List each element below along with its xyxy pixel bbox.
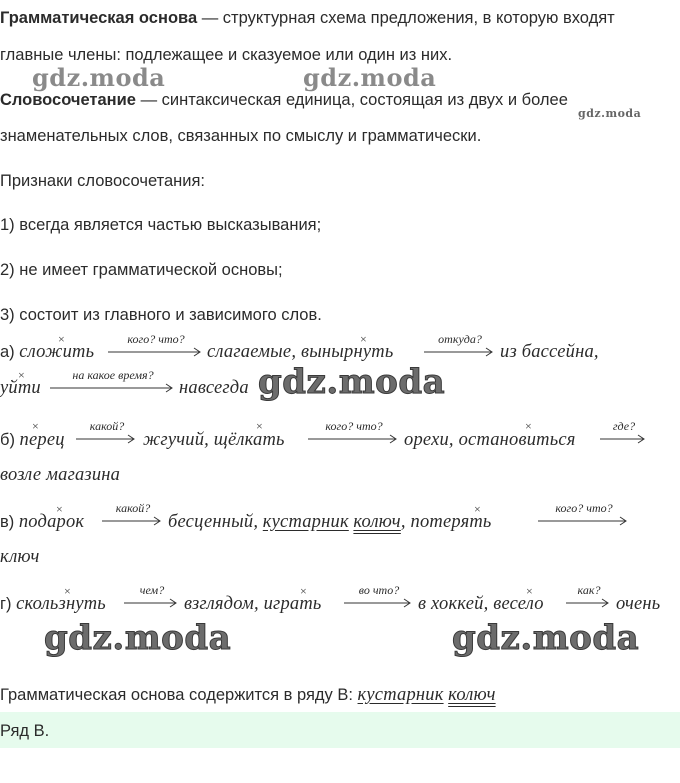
phrase-word: слагаемые, вынырнуть xyxy=(207,342,394,362)
subject-word: кустарник xyxy=(357,685,444,705)
predicate-word: колюч xyxy=(353,512,401,532)
phrase-word: взглядом, играть xyxy=(184,594,322,614)
question-label: где? xyxy=(612,419,636,433)
watermark: gdz.moda xyxy=(303,63,437,92)
arrow-icon xyxy=(108,347,204,357)
arrow-icon xyxy=(566,598,612,608)
phrase-word: жгучий, щёлкать xyxy=(143,430,285,450)
phrase-definition-line2: знаменательных слов, связанных по смыслу и грамматически. xyxy=(0,127,482,145)
phrase-word: возле магазина xyxy=(0,465,121,485)
question-label: на какое время? xyxy=(72,368,154,382)
arrow-icon xyxy=(76,434,138,444)
phrase-word: бесценный, xyxy=(168,512,259,532)
phrase-word: подарок xyxy=(18,512,85,532)
question-arrow xyxy=(538,501,630,530)
main-word-mark: × xyxy=(18,368,25,382)
watermark: gdz.moda xyxy=(452,618,640,658)
arrow-icon xyxy=(344,598,414,608)
main-word-mark: × xyxy=(56,502,63,516)
phrase-word: перец xyxy=(19,430,65,450)
question-arrow xyxy=(76,419,138,448)
phrase-word: уйти xyxy=(0,378,41,398)
grammar-base-definition-line1 xyxy=(0,7,615,29)
arrow-icon xyxy=(600,434,648,444)
question-arrow xyxy=(124,583,180,612)
phrase-word: ключ xyxy=(0,547,40,567)
term-phrase: Словосочетание xyxy=(0,91,136,109)
row-v-line1 xyxy=(0,511,84,533)
phrase-word: скользнуть xyxy=(16,594,106,614)
main-word-mark: × xyxy=(58,332,65,346)
row-label: г) xyxy=(0,595,12,613)
question-label: во что? xyxy=(358,583,400,597)
conclusion-text: Грамматическая основа содержится в ряду В: xyxy=(0,686,358,704)
question-arrow xyxy=(50,368,176,397)
arrow-icon xyxy=(308,434,400,444)
row-g-line1 xyxy=(0,593,106,615)
main-word-mark: × xyxy=(32,419,39,433)
phrase-definition-line1 xyxy=(0,89,568,111)
main-word-mark: × xyxy=(64,584,71,598)
subject-word: кустарник xyxy=(262,512,349,532)
arrow-icon xyxy=(424,347,496,357)
row-label: б) xyxy=(0,431,15,449)
question-label: кого? что? xyxy=(555,501,613,515)
row-label: а) xyxy=(0,343,15,361)
term-grammar-base: Грамматическая основа xyxy=(0,9,198,27)
definition-text: — синтаксическая единица, состоящая из двух и более xyxy=(135,91,568,109)
arrow-icon xyxy=(124,598,180,608)
sign-item: 3) состоит из главного и зависимого слов. xyxy=(0,306,322,324)
question-arrow xyxy=(600,419,648,448)
predicate-word: колюч xyxy=(448,685,496,705)
arrow-icon xyxy=(50,383,176,393)
phrase-word: очень xyxy=(616,594,661,614)
row-label: в) xyxy=(0,513,15,531)
main-word-mark: × xyxy=(256,419,263,433)
main-word-mark: × xyxy=(474,502,481,516)
question-arrow xyxy=(344,583,414,612)
watermark: gdz.moda xyxy=(578,107,642,120)
watermark: gdz.moda xyxy=(44,618,232,658)
answer-box xyxy=(0,712,680,748)
question-arrow xyxy=(308,419,400,448)
question-arrow xyxy=(108,332,204,361)
question-arrow xyxy=(566,583,612,612)
row-a-line1 xyxy=(0,341,94,363)
phrase-word: орехи, остановиться xyxy=(404,430,576,450)
phrase-word: , потерять xyxy=(400,512,492,532)
answer-text: Ряд В. xyxy=(0,722,50,740)
main-word-mark: × xyxy=(360,332,367,346)
phrase-word: сложить xyxy=(19,342,95,362)
main-word-mark: × xyxy=(526,584,533,598)
definition-text: — структурная схема предложения, в которую входят xyxy=(197,9,615,27)
grammar-base-definition-line2: главные члены: подлежащее и сказуемое или один из них. xyxy=(0,46,453,64)
question-label: какой? xyxy=(115,501,151,515)
conclusion xyxy=(0,684,496,706)
question-arrow xyxy=(102,501,164,530)
question-label: кого? что? xyxy=(127,332,185,346)
question-label: какой? xyxy=(89,419,125,433)
question-label: как? xyxy=(577,583,601,597)
sign-item: 1) всегда является частью высказывания; xyxy=(0,216,322,234)
sign-item: 2) не имеет грамматической основы; xyxy=(0,261,283,279)
phrase-word: из бассейна, xyxy=(500,342,599,362)
signs-heading: Признаки словосочетания: xyxy=(0,172,205,190)
question-label: чем? xyxy=(139,583,165,597)
question-label: кого? что? xyxy=(325,419,383,433)
question-label: откуда? xyxy=(438,332,482,346)
main-word-mark: × xyxy=(525,419,532,433)
watermark: gdz.moda xyxy=(32,63,166,92)
question-arrow xyxy=(424,332,496,361)
arrow-icon xyxy=(102,516,164,526)
phrase-word: навсегда xyxy=(179,378,249,398)
phrase-word: в хоккей, весело xyxy=(418,594,544,614)
main-word-mark: × xyxy=(300,584,307,598)
arrow-icon xyxy=(538,516,630,526)
row-v-phrase-cont xyxy=(168,511,492,533)
watermark: gdz.moda xyxy=(258,362,446,402)
